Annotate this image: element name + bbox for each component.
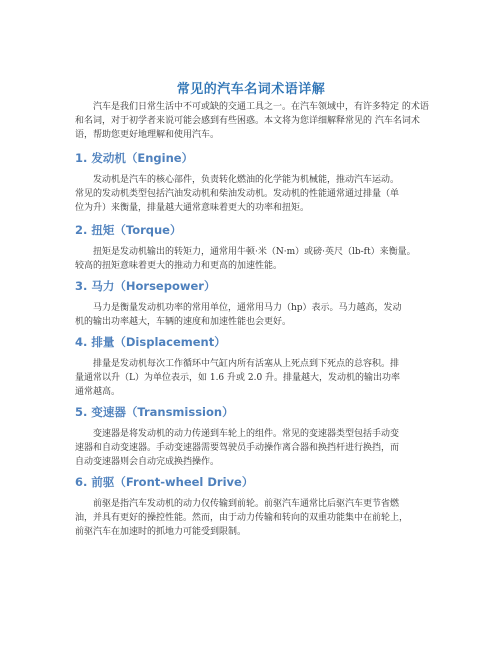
body-line: 发动机是汽车的核心部件，负责转化燃油的化学能为机械能，推动汽车运动。 — [75, 175, 400, 185]
section-body — [75, 245, 435, 273]
body-line: 常见的发动机类型包括汽油发动机和柴油发动机。发动机的性能通常通过排量（单 — [75, 189, 400, 199]
section-body — [75, 427, 435, 469]
intro-line: 汽车是我们日常生活中不可或缺的交通工具之一。在汽车领域中，有许多特定 — [75, 102, 400, 112]
body-line: 通常越高。 — [75, 387, 121, 397]
intro-paragraph — [75, 100, 430, 142]
body-line: 扭矩是发动机输出的转矩力，通常用牛顿·米（N·m）或磅·英尺（lb-ft）来衡量。 — [75, 247, 416, 257]
intro-line: 的术语和名词，对于初学者来说可能会感到有些困惑。本文将为您详细解释常见的 — [75, 102, 429, 126]
section-engine — [75, 150, 435, 215]
section-heading: 5. 变速器（Transmission） — [75, 405, 234, 419]
body-line: 自动变速器则会自动完成换挡操作。 — [75, 457, 220, 467]
body-line: 变速器是将发动机的动力传递到车轮上的组件。常见的变速器类型包括手动变 — [75, 429, 400, 439]
body-line: 马力是衡量发动机功率的常用单位，通常用马力（hp）表示。马力越高，发动 — [75, 303, 402, 313]
body-line: 量通常以升（L）为单位表示，如 1.6 升或 2.0 升。排量越大，发动机的输出功率 — [75, 373, 401, 383]
section-heading: 1. 发动机（Engine） — [75, 151, 194, 165]
section-body — [75, 357, 435, 399]
section-heading: 6. 前驱（Front-wheel Drive） — [75, 475, 254, 489]
body-line: 位为升）来衡量，排量越大通常意味着更大的功率和扭矩。 — [75, 203, 310, 213]
section-front-wheel-drive — [75, 474, 435, 539]
body-line: 机的输出功率越大，车辆的速度和加速性能也会更好。 — [75, 317, 292, 327]
section-transmission — [75, 404, 435, 469]
body-line: 油，并具有更好的操控性能。然而，由于动力传输和转向的双重功能集中在前轮上， — [75, 513, 409, 523]
section-torque — [75, 222, 435, 273]
body-line: 速器和自动变速器。手动变速器需要驾驶员手动操作离合器和换挡杆进行换挡，而 — [75, 443, 400, 453]
body-line: 较高的扭矩意味着更大的推动力和更高的加速性能。 — [75, 261, 283, 271]
section-displacement — [75, 334, 435, 399]
section-body — [75, 497, 435, 539]
page-title: 常见的汽车名词术语详解 — [176, 82, 326, 97]
section-heading: 4. 排量（Displacement） — [75, 335, 226, 349]
body-line: 前驱汽车在加速时的抓地力可能受到限制。 — [75, 527, 247, 537]
body-line: 排量是发动机每次工作循环中气缸内所有活塞从上死点到下死点的总容积。排 — [75, 359, 400, 369]
intro-line: 汽车名词术语，帮助您更好地理解和使用汽车。 — [75, 116, 420, 140]
body-line: 前驱是指汽车发动机的动力仅传输到前轮。前驱汽车通常比后驱汽车更节省燃 — [75, 499, 400, 509]
section-heading: 3. 马力（Horsepower） — [75, 279, 216, 293]
section-body — [75, 301, 435, 329]
section-heading: 2. 扭矩（Torque） — [75, 223, 182, 237]
section-horsepower — [75, 278, 435, 329]
section-body — [75, 173, 435, 215]
